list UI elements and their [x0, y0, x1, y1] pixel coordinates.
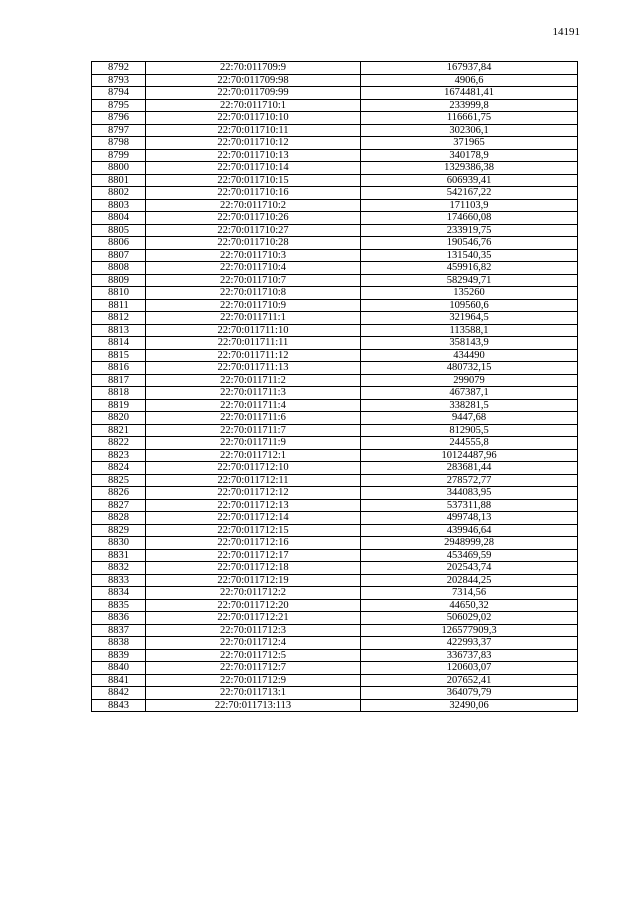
table-row: [92, 124, 578, 137]
table-row: [92, 437, 578, 450]
row-number-cell: 8810: [92, 287, 146, 300]
row-number-cell: 8792: [92, 62, 146, 75]
table-row: [92, 237, 578, 250]
cadastral-number-cell: 22:70:011711:3: [146, 387, 361, 400]
cadastral-value-cell: 9447,68: [361, 412, 578, 425]
cadastral-value-cell: 131540,35: [361, 249, 578, 262]
table-row: [92, 587, 578, 600]
cadastral-number-cell: 22:70:011710:7: [146, 274, 361, 287]
table-body: [92, 62, 578, 712]
cadastral-number-cell: 22:70:011710:10: [146, 112, 361, 125]
cadastral-number-cell: 22:70:011711:4: [146, 399, 361, 412]
cadastral-value-cell: 302306,1: [361, 124, 578, 137]
cadastral-value-cell: 44650,32: [361, 599, 578, 612]
row-number-cell: 8793: [92, 74, 146, 87]
cadastral-number-cell: 22:70:011712:11: [146, 474, 361, 487]
table-row: [92, 649, 578, 662]
table-row: [92, 399, 578, 412]
cadastral-value-cell: 506029,02: [361, 612, 578, 625]
table-row: [92, 62, 578, 75]
table-row: [92, 612, 578, 625]
row-number-cell: 8842: [92, 687, 146, 700]
table-row: [92, 512, 578, 525]
table-row: [92, 662, 578, 675]
cadastral-number-cell: 22:70:011710:12: [146, 137, 361, 150]
cadastral-value-cell: 459916,82: [361, 262, 578, 275]
cadastral-value-cell: 167937,84: [361, 62, 578, 75]
table-row: [92, 249, 578, 262]
row-number-cell: 8833: [92, 574, 146, 587]
table-row: [92, 462, 578, 475]
cadastral-number-cell: 22:70:011710:27: [146, 224, 361, 237]
cadastral-number-cell: 22:70:011711:7: [146, 424, 361, 437]
cadastral-number-cell: 22:70:011709:99: [146, 87, 361, 100]
table-row: [92, 387, 578, 400]
table-row: [92, 149, 578, 162]
table-row: [92, 562, 578, 575]
cadastral-number-cell: 22:70:011712:16: [146, 537, 361, 550]
cadastral-number-cell: 22:70:011710:15: [146, 174, 361, 187]
cadastral-number-cell: 22:70:011711:12: [146, 349, 361, 362]
table-row: [92, 337, 578, 350]
cadastral-number-cell: 22:70:011712:5: [146, 649, 361, 662]
cadastral-value-cell: 344083,95: [361, 487, 578, 500]
row-number-cell: 8819: [92, 399, 146, 412]
cadastral-number-cell: 22:70:011712:21: [146, 612, 361, 625]
row-number-cell: 8801: [92, 174, 146, 187]
cadastral-value-cell: 336737,83: [361, 649, 578, 662]
cadastral-number-cell: 22:70:011710:1: [146, 99, 361, 112]
cadastral-number-cell: 22:70:011709:9: [146, 62, 361, 75]
cadastral-value-cell: 120603,07: [361, 662, 578, 675]
table-row: [92, 99, 578, 112]
cadastral-value-cell: 233999,8: [361, 99, 578, 112]
cadastral-value-cell: 202543,74: [361, 562, 578, 575]
row-number-cell: 8822: [92, 437, 146, 450]
row-number-cell: 8834: [92, 587, 146, 600]
row-number-cell: 8821: [92, 424, 146, 437]
row-number-cell: 8829: [92, 524, 146, 537]
cadastral-number-cell: 22:70:011710:3: [146, 249, 361, 262]
row-number-cell: 8837: [92, 624, 146, 637]
row-number-cell: 8800: [92, 162, 146, 175]
row-number-cell: 8809: [92, 274, 146, 287]
row-number-cell: 8807: [92, 249, 146, 262]
cadastral-value-cell: 109560,6: [361, 299, 578, 312]
cadastral-value-table: [91, 61, 578, 712]
cadastral-value-cell: 439946,64: [361, 524, 578, 537]
table-row: [92, 574, 578, 587]
row-number-cell: 8828: [92, 512, 146, 525]
table-row: [92, 687, 578, 700]
row-number-cell: 8812: [92, 312, 146, 325]
row-number-cell: 8818: [92, 387, 146, 400]
row-number-cell: 8806: [92, 237, 146, 250]
cadastral-value-cell: 135260: [361, 287, 578, 300]
cadastral-value-cell: 480732,15: [361, 362, 578, 375]
row-number-cell: 8805: [92, 224, 146, 237]
row-number-cell: 8825: [92, 474, 146, 487]
table-row: [92, 262, 578, 275]
cadastral-number-cell: 22:70:011712:13: [146, 499, 361, 512]
cadastral-number-cell: 22:70:011712:4: [146, 637, 361, 650]
cadastral-value-cell: 10124487,96: [361, 449, 578, 462]
page-number: 14191: [552, 26, 580, 38]
row-number-cell: 8831: [92, 549, 146, 562]
cadastral-value-cell: 278572,77: [361, 474, 578, 487]
cadastral-number-cell: 22:70:011712:10: [146, 462, 361, 475]
row-number-cell: 8827: [92, 499, 146, 512]
row-number-cell: 8802: [92, 187, 146, 200]
table-row: [92, 212, 578, 225]
cadastral-value-cell: 283681,44: [361, 462, 578, 475]
cadastral-value-cell: 2948999,28: [361, 537, 578, 550]
row-number-cell: 8804: [92, 212, 146, 225]
cadastral-number-cell: 22:70:011710:14: [146, 162, 361, 175]
table-row: [92, 287, 578, 300]
table-row: [92, 424, 578, 437]
cadastral-number-cell: 22:70:011712:18: [146, 562, 361, 575]
cadastral-value-cell: 207652,41: [361, 674, 578, 687]
cadastral-value-cell: 453469,59: [361, 549, 578, 562]
table-row: [92, 112, 578, 125]
row-number-cell: 8817: [92, 374, 146, 387]
cadastral-value-cell: 202844,25: [361, 574, 578, 587]
table-row: [92, 599, 578, 612]
cadastral-value-cell: 537311,88: [361, 499, 578, 512]
row-number-cell: 8843: [92, 699, 146, 712]
table-row: [92, 449, 578, 462]
cadastral-value-cell: 7314,56: [361, 587, 578, 600]
cadastral-value-cell: 812905,5: [361, 424, 578, 437]
cadastral-number-cell: 22:70:011711:1: [146, 312, 361, 325]
row-number-cell: 8813: [92, 324, 146, 337]
cadastral-value-cell: 582949,71: [361, 274, 578, 287]
cadastral-number-cell: 22:70:011712:2: [146, 587, 361, 600]
cadastral-value-cell: 371965: [361, 137, 578, 150]
cadastral-number-cell: 22:70:011712:20: [146, 599, 361, 612]
table-row: [92, 487, 578, 500]
cadastral-value-cell: 499748,13: [361, 512, 578, 525]
cadastral-number-cell: 22:70:011713:1: [146, 687, 361, 700]
cadastral-number-cell: 22:70:011712:15: [146, 524, 361, 537]
row-number-cell: 8816: [92, 362, 146, 375]
row-number-cell: 8826: [92, 487, 146, 500]
cadastral-value-cell: 171103,9: [361, 199, 578, 212]
table-row: [92, 637, 578, 650]
cadastral-value-cell: 434490: [361, 349, 578, 362]
cadastral-number-cell: 22:70:011711:2: [146, 374, 361, 387]
row-number-cell: 8794: [92, 87, 146, 100]
cadastral-value-cell: 113588,1: [361, 324, 578, 337]
table-row: [92, 199, 578, 212]
cadastral-number-cell: 22:70:011712:12: [146, 487, 361, 500]
row-number-cell: 8823: [92, 449, 146, 462]
cadastral-value-cell: 1329386,38: [361, 162, 578, 175]
cadastral-value-cell: 338281,5: [361, 399, 578, 412]
cadastral-value-cell: 126577909,3: [361, 624, 578, 637]
table-row: [92, 699, 578, 712]
table-row: [92, 174, 578, 187]
cadastral-number-cell: 22:70:011712:3: [146, 624, 361, 637]
row-number-cell: 8811: [92, 299, 146, 312]
cadastral-value-cell: 542167,22: [361, 187, 578, 200]
row-number-cell: 8798: [92, 137, 146, 150]
row-number-cell: 8836: [92, 612, 146, 625]
cadastral-number-cell: 22:70:011710:2: [146, 199, 361, 212]
row-number-cell: 8795: [92, 99, 146, 112]
table-row: [92, 324, 578, 337]
cadastral-number-cell: 22:70:011710:26: [146, 212, 361, 225]
table-row: [92, 74, 578, 87]
table-row: [92, 224, 578, 237]
cadastral-number-cell: 22:70:011711:13: [146, 362, 361, 375]
cadastral-number-cell: 22:70:011711:10: [146, 324, 361, 337]
cadastral-value-cell: 299079: [361, 374, 578, 387]
row-number-cell: 8835: [92, 599, 146, 612]
table-row: [92, 162, 578, 175]
cadastral-number-cell: 22:70:011709:98: [146, 74, 361, 87]
row-number-cell: 8796: [92, 112, 146, 125]
table-row: [92, 499, 578, 512]
cadastral-number-cell: 22:70:011712:17: [146, 549, 361, 562]
table-row: [92, 549, 578, 562]
table-row: [92, 312, 578, 325]
cadastral-number-cell: 22:70:011711:11: [146, 337, 361, 350]
cadastral-value-cell: 244555,8: [361, 437, 578, 450]
table-row: [92, 187, 578, 200]
cadastral-value-cell: 32490,06: [361, 699, 578, 712]
row-number-cell: 8841: [92, 674, 146, 687]
cadastral-number-cell: 22:70:011710:16: [146, 187, 361, 200]
cadastral-number-cell: 22:70:011711:9: [146, 437, 361, 450]
cadastral-number-cell: 22:70:011710:28: [146, 237, 361, 250]
row-number-cell: 8839: [92, 649, 146, 662]
cadastral-value-cell: 606939,41: [361, 174, 578, 187]
cadastral-number-cell: 22:70:011710:13: [146, 149, 361, 162]
cadastral-number-cell: 22:70:011710:11: [146, 124, 361, 137]
cadastral-value-cell: 467387,1: [361, 387, 578, 400]
cadastral-number-cell: 22:70:011710:8: [146, 287, 361, 300]
cadastral-value-cell: 233919,75: [361, 224, 578, 237]
cadastral-value-cell: 1674481,41: [361, 87, 578, 100]
row-number-cell: 8820: [92, 412, 146, 425]
cadastral-number-cell: 22:70:011711:6: [146, 412, 361, 425]
table-row: [92, 412, 578, 425]
table-row: [92, 274, 578, 287]
cadastral-number-cell: 22:70:011712:7: [146, 662, 361, 675]
row-number-cell: 8840: [92, 662, 146, 675]
row-number-cell: 8832: [92, 562, 146, 575]
row-number-cell: 8808: [92, 262, 146, 275]
cadastral-value-cell: 422993,37: [361, 637, 578, 650]
table-row: [92, 87, 578, 100]
cadastral-number-cell: 22:70:011712:14: [146, 512, 361, 525]
table-row: [92, 474, 578, 487]
table-row: [92, 349, 578, 362]
row-number-cell: 8799: [92, 149, 146, 162]
cadastral-number-cell: 22:70:011710:4: [146, 262, 361, 275]
table-row: [92, 624, 578, 637]
table-row: [92, 137, 578, 150]
row-number-cell: 8830: [92, 537, 146, 550]
cadastral-number-cell: 22:70:011710:9: [146, 299, 361, 312]
cadastral-value-cell: 358143,9: [361, 337, 578, 350]
cadastral-value-cell: 4906,6: [361, 74, 578, 87]
cadastral-number-cell: 22:70:011713:113: [146, 699, 361, 712]
row-number-cell: 8803: [92, 199, 146, 212]
table-row: [92, 299, 578, 312]
table-row: [92, 674, 578, 687]
table-row: [92, 374, 578, 387]
row-number-cell: 8838: [92, 637, 146, 650]
cadastral-value-cell: 364079,79: [361, 687, 578, 700]
cadastral-number-cell: 22:70:011712:9: [146, 674, 361, 687]
table-row: [92, 362, 578, 375]
cadastral-value-cell: 340178,9: [361, 149, 578, 162]
row-number-cell: 8815: [92, 349, 146, 362]
table-row: [92, 537, 578, 550]
row-number-cell: 8824: [92, 462, 146, 475]
cadastral-value-cell: 321964,5: [361, 312, 578, 325]
row-number-cell: 8814: [92, 337, 146, 350]
cadastral-value-cell: 174660,08: [361, 212, 578, 225]
cadastral-value-cell: 190546,76: [361, 237, 578, 250]
row-number-cell: 8797: [92, 124, 146, 137]
cadastral-number-cell: 22:70:011712:19: [146, 574, 361, 587]
table-row: [92, 524, 578, 537]
cadastral-number-cell: 22:70:011712:1: [146, 449, 361, 462]
cadastral-value-cell: 116661,75: [361, 112, 578, 125]
